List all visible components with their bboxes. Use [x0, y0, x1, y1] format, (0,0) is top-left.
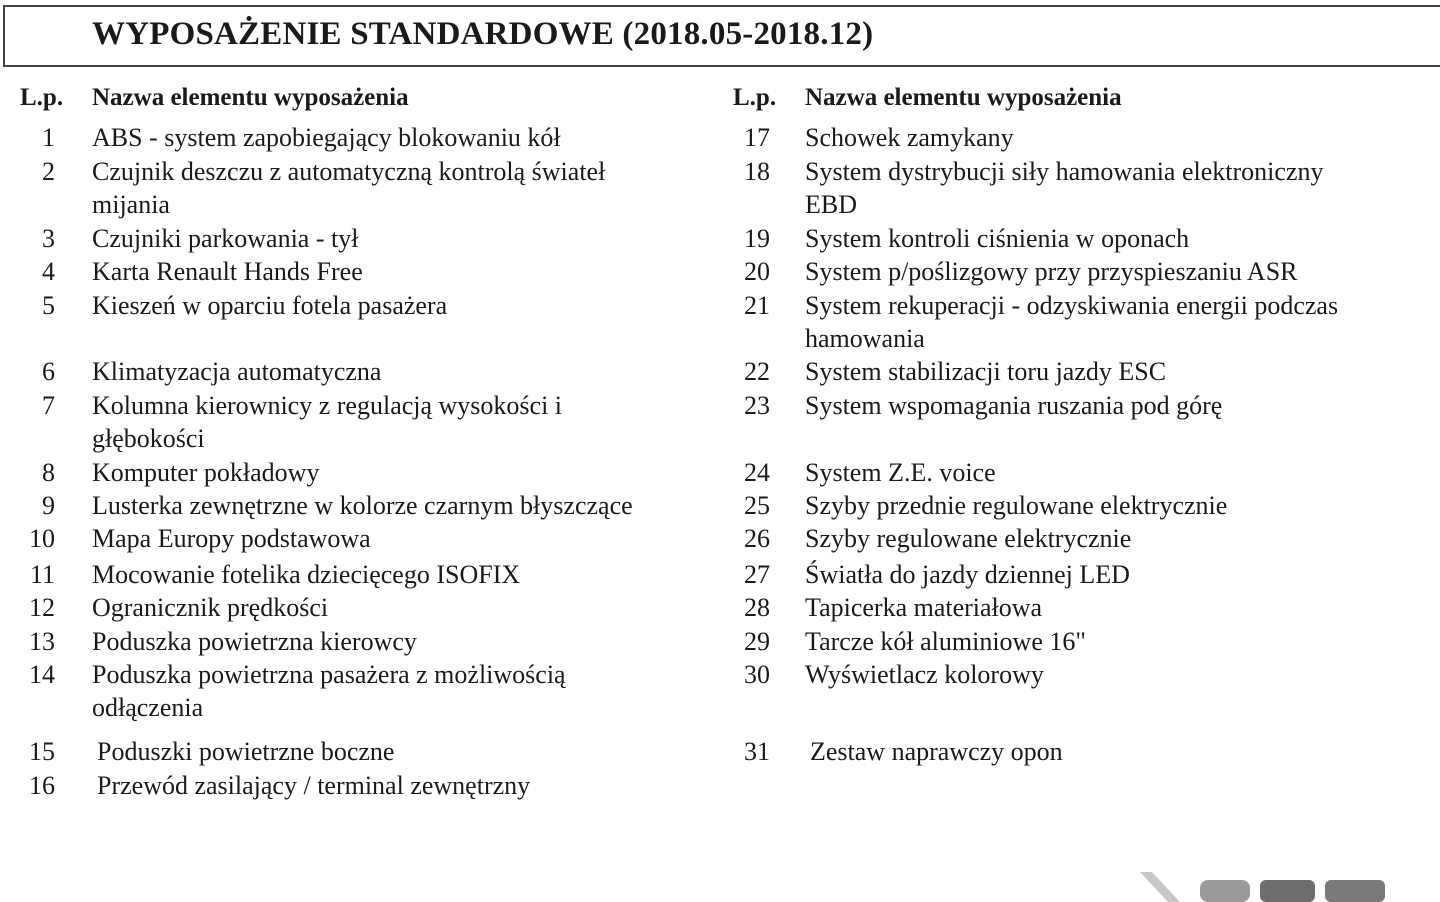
item-name: mijania: [92, 190, 170, 219]
item-number: 2: [42, 157, 55, 186]
item-name: System stabilizacji toru jazdy ESC: [805, 357, 1167, 386]
item-name: Poduszka powietrzna pasażera z możliwością: [92, 660, 566, 689]
item-number: 9: [42, 491, 55, 520]
name-header-left: Nazwa elementu wyposażenia: [92, 84, 409, 111]
item-number: 23: [744, 391, 770, 420]
item-number: 1: [42, 123, 55, 152]
item-number: 18: [744, 157, 770, 186]
item-number: 6: [42, 357, 55, 386]
item-name: Schowek zamykany: [805, 123, 1014, 152]
item-number: 8: [42, 458, 55, 487]
item-number: 12: [29, 593, 55, 622]
item-name: System p/poślizgowy przy przyspieszaniu ASR: [805, 257, 1298, 286]
item-number: 20: [744, 257, 770, 286]
item-name: Przewód zasilający / terminal zewnętrzny: [97, 771, 531, 800]
item-name: Zestaw naprawczy opon: [810, 737, 1063, 766]
item-name: Lusterka zewnętrzne w kolorze czarnym błyszczące: [92, 491, 633, 520]
watermark-logo: [1140, 872, 1400, 902]
item-number: 28: [744, 593, 770, 622]
item-number: 17: [744, 123, 770, 152]
item-name: Ogranicznik prędkości: [92, 593, 329, 622]
item-number: 5: [42, 291, 55, 320]
item-name: Czujniki parkowania - tył: [92, 224, 359, 253]
item-name: System wspomagania ruszania pod górę: [805, 391, 1223, 420]
item-name: Światła do jazdy dziennej LED: [805, 560, 1130, 589]
item-name: System Z.E. voice: [805, 458, 996, 487]
item-name: Wyświetlacz kolorowy: [805, 660, 1044, 689]
item-number: 31: [744, 737, 770, 766]
item-number: 14: [29, 660, 55, 689]
item-name: Szyby regulowane elektrycznie: [805, 524, 1132, 553]
item-number: 15: [29, 737, 55, 766]
item-number: 7: [42, 391, 55, 420]
item-name: Mocowanie fotelika dziecięcego ISOFIX: [92, 560, 521, 589]
item-number: 13: [29, 627, 55, 656]
item-name: Mapa Europy podstawowa: [92, 524, 371, 553]
item-number: 29: [744, 627, 770, 656]
item-number: 19: [744, 224, 770, 253]
item-number: 10: [29, 524, 55, 553]
item-name: Poduszka powietrzna kierowcy: [92, 627, 417, 656]
item-name: hamowania: [805, 324, 925, 353]
item-number: 27: [744, 560, 770, 589]
item-name: System kontroli ciśnienia w oponach: [805, 224, 1190, 253]
item-number: 16: [29, 771, 55, 800]
page-title: WYPOSAŻENIE STANDARDOWE (2018.05-2018.12): [92, 16, 874, 52]
item-name: EBD: [805, 190, 857, 219]
lp-header-left: L.p.: [20, 84, 64, 111]
item-number: 22: [744, 357, 770, 386]
item-name: Tapicerka materiałowa: [805, 593, 1043, 622]
item-name: System dystrybucji siły hamowania elektroniczny: [805, 157, 1324, 186]
item-name: System rekuperacji - odzyskiwania energii podczas: [805, 291, 1339, 320]
item-name: Kolumna kierownicy z regulacją wysokości i: [92, 391, 563, 420]
item-name: Klimatyzacja automatyczna: [92, 357, 382, 386]
item-name: Szyby przednie regulowane elektrycznie: [805, 491, 1228, 520]
item-number: 4: [42, 257, 55, 286]
item-number: 21: [744, 291, 770, 320]
item-name: Komputer pokładowy: [92, 458, 320, 487]
item-number: 30: [744, 660, 770, 689]
item-name: Kieszeń w oparciu fotela pasażera: [92, 291, 448, 320]
item-name: Karta Renault Hands Free: [92, 257, 363, 286]
item-name: Tarcze kół aluminiowe 16": [805, 627, 1086, 656]
item-name: Czujnik deszczu z automatyczną kontrolą świateł: [92, 157, 606, 186]
item-name: ABS - system zapobiegający blokowaniu kół: [92, 123, 561, 152]
item-number: 3: [42, 224, 55, 253]
item-number: 11: [29, 560, 55, 589]
lp-header-right: L.p.: [733, 84, 777, 111]
item-name: odłączenia: [92, 693, 204, 722]
item-number: 25: [744, 491, 770, 520]
item-number: 26: [744, 524, 770, 553]
name-header-right: Nazwa elementu wyposażenia: [805, 84, 1122, 111]
item-name: głębokości: [92, 424, 205, 453]
item-name: Poduszki powietrzne boczne: [97, 737, 395, 766]
item-number: 24: [744, 458, 770, 487]
